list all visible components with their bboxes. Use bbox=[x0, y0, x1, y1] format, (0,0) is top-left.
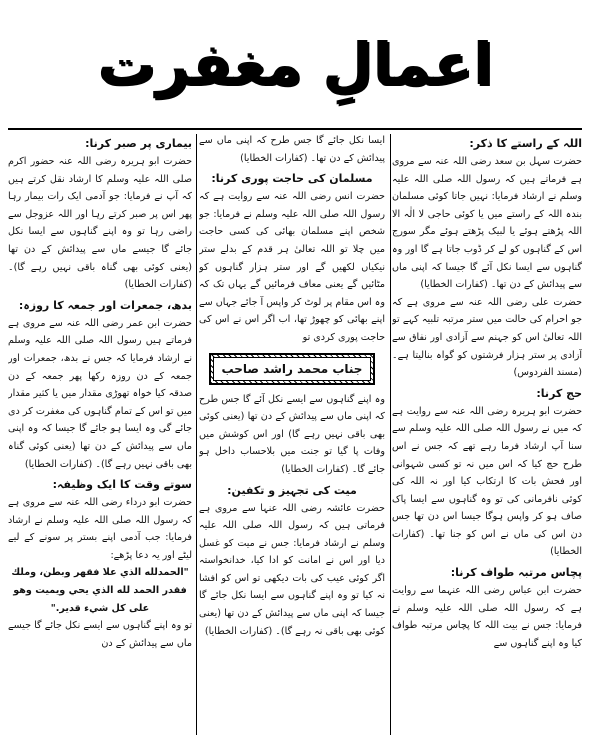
body-paragraph: ایسا نکل جائے گا جس طرح کہ اپنی ماں سے پیدائش کے دن تھا۔ (کفارات الخطایا) bbox=[199, 135, 385, 164]
section-heading: اللہ کے راستے کا ذکر: bbox=[469, 137, 582, 150]
section-heading: مسلمان کی حاجت پوری کرنا: bbox=[211, 172, 373, 186]
body-paragraph: حضرت ابن عمر رضی اللہ عنہ سے مروی ہے فرماتے ہیں رسول اللہ صلی اللہ علیہ وسلم نے ارشاد فرمایا کہ جس نے بدھ، جمعرات اور جمعہ کے دن روزہ رکھا پھر جمعہ کے دن صدقہ کیا خواہ تھوڑی مقدار میں یا کثیر مقدار میں تو اس کے تمام گناہوں کی مغفرت کر دی جائے گی وہ ایسا ہو جائے گا جیسا کہ وہ اپنی ماں سے پیدائش کے دن تھا (یعنی کوئی گناہ بھی باقی نہیں رہے گا)۔ (کفارات الخطایا) bbox=[8, 317, 192, 470]
section-heading: پچاس مرتبہ طواف کرنا: bbox=[450, 566, 582, 580]
author-byline-box bbox=[209, 353, 375, 385]
section-heading: حج کرنا: bbox=[536, 386, 582, 400]
body-paragraph: حضرت علی رضی اللہ عنہ سے مروی ہے کہ جو احرام کی حالت میں ستر مرتبہ تلبیہ کہے تو اللہ تعالیٰ اس کو جہنم سے آزادی اور نفاق سے آزادی پر ستر ہزار فرشتوں کو گواہ بنالیتا ہے۔ (مسند الفردوس) bbox=[392, 296, 582, 379]
body-paragraph: وہ اپنے گناہوں سے ایسے نکل آئے گا جس طرح کہ اپنی ماں سے پیدائش کے دن تھا (یعنی کوئی بھی باقی نہیں رہے گا) اور اس کوشش میں وفات پا گیا تو جنت میں بلاحساب داخل ہو جائے گا۔ (کفارات الخطایا) bbox=[199, 393, 385, 475]
column-divider bbox=[196, 134, 197, 735]
page-title: اعمالِ مغفرت bbox=[97, 30, 493, 98]
section-heading: سوتے وقت کا ایک وظیفہ: bbox=[52, 478, 192, 492]
section-heading: بدھ، جمعرات اور جمعہ کا روزہ: bbox=[18, 298, 192, 312]
author-byline: جناب محمد راشد صاحب bbox=[213, 357, 371, 381]
arabic-dua: "الحمدلله الذي علا فقهر وبطن، وملك فقدر الحمد لله الذي يحي ويميت وهو على كل شيء قدير." bbox=[11, 567, 189, 614]
section-heading: بیماری پر صبر کرنا: bbox=[85, 137, 192, 150]
body-paragraph: حضرت ابن عباس رضی اللہ عنہما سے روایت ہے کہ رسول اللہ صلی اللہ علیہ وسلم نے فرمایا: جس نے بیت اللہ کا پچاس مرتبہ طواف کیا وہ اپنے گناہوں سے bbox=[392, 585, 582, 649]
body-paragraph: حضرت ابو ہریرہ رضی اللہ عنہ حضور اکرم صلی اللہ علیہ وسلم کا ارشاد نقل کرتے ہیں کہ آپ نے فرمایا: جو آدمی ایک رات بیمار رہا پھر اس پر صبر کرتے رہا اور اللہ عزوجل سے راضی رہا تو وہ اپنے گناہوں سے ایسا نکل جائے گا جیسے ماں سے پیدائش کے دن تھا (یعنی کوئی بھی گناہ باقی نہیں رہے گا)۔ (کفارات الخطایا) bbox=[8, 156, 192, 291]
top-rule bbox=[8, 128, 582, 130]
body-paragraph: حضرت سہل بن سعد رضی اللہ عنہ سے مروی ہے فرماتے ہیں کہ رسول اللہ صلی اللہ علیہ وسلم نے ارشاد فرمایا: نہیں جاتا کوئی مسلمان بندہ اللہ کے راستے میں یا کوئی حاجی لا الٰہ الا اللہ پڑھتے ہوئے یا لبیک پڑھتے ہوئے مگر سورج اس کے گناہوں کو لے کر ڈوب جاتا ہے گا اور وہ گناہوں سے ایسا نکل آئے گا جیسا کہ اپنی ماں سے پیدائش کے دن تھا۔ (کفارات الخطایا) bbox=[392, 156, 582, 291]
masthead bbox=[0, 0, 590, 128]
column-right bbox=[392, 132, 582, 737]
body-paragraph: حضرت انس رضی اللہ عنہ سے روایت ہے کہ رسول اللہ صلی اللہ علیہ وسلم نے فرمایا: جو شخص اپنے مسلمان بھائی کی کسی حاجت میں چلا تو اللہ تعالیٰ ہر قدم کے بدلے ستر نیکیاں لکھیں گے اور ستر ہزار گناہوں کو مٹائیں گے یعنی معاف فرمائیں گے یہاں تک کہ وہ اس مقام پر لوٹ کر واپس آ جائے جہاں سے اپنے بھائی کو چھوڑ تھا، اب اگر اس نے اس کی حاجت پوری کردی تو bbox=[199, 191, 385, 343]
body-paragraph: تو وہ اپنے گناہوں سے ایسے نکل جائے گا جیسے ماں سے پیدائش کے دن bbox=[8, 620, 192, 649]
column-divider bbox=[390, 134, 391, 735]
body-paragraph: حضرت ابو ہریرہ رضی اللہ عنہ سے روایت ہے کہ میں نے رسول اللہ صلی اللہ علیہ وسلم سے سنا آپ ارشاد فرما رہے تھے کہ جس نے اس طرح حج کیا کہ اس میں نہ تو کسی شہوانی اور فحش بات کا ارتکاب کیا اور نہ اللہ کی کوئی نافرمانی کی تو وہ گناہوں سے ایسا پاک صاف ہو کر واپس ہوگا جیسا اس دن تھا جس دن اس کی ماں نے اس کو جنا تھا۔ (کفارات الخطایا) bbox=[392, 405, 582, 558]
section-heading: میت کی تجہیز و تکفین: bbox=[227, 483, 357, 497]
column-left bbox=[8, 132, 192, 737]
body-paragraph: حضرت ابو درداء رضی اللہ عنہ سے مروی ہے کہ رسول اللہ صلی اللہ علیہ وسلم نے ارشاد فرمایا: جب آدمی اپنے بستر پر سونے کے لیے لیٹے اور یہ دعا پڑھے: bbox=[8, 497, 192, 561]
column-middle bbox=[199, 132, 385, 737]
body-paragraph: حضرت عائشہ رضی اللہ عنہا سے مروی ہے فرماتی ہیں کہ رسول اللہ صلی اللہ علیہ وسلم نے ارشاد فرمایا: جس نے میت کو غسل دیا اور اس نے امانت کو ادا کیا، خدانخواستہ اگر کوئی عیب کی بات دیکھی تو اس کو افشا نہ کیا تو وہ اپنے گناہوں سے ایسا نکل جائے گا جیسا کہ اپنی ماں سے پیدائش کے دن تھا (یعنی کوئی بھی باقی نہ رہے گا)۔ (کفارات الخطایا) bbox=[199, 502, 385, 637]
